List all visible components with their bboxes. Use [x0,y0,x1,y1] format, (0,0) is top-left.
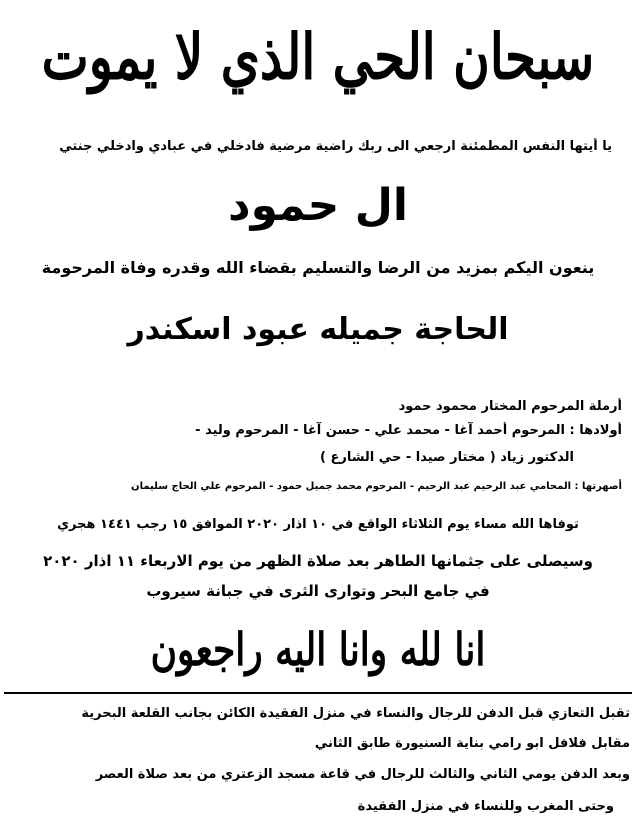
prayer-line: وسيصلى على جثمانها الطاهر بعد صلاة الظهر من يوم الاربعاء ١١ اذار ٢٠٢٠ [43,552,593,570]
death-date-line: توفاها الله مساء يوم الثلاثاء الواقع في ١٠ اذار ٢٠٢٠ الموافق ١٥ رجب ١٤٤١ هجري [57,517,579,532]
section-divider [4,692,632,694]
burial-line: في جامع البحر وتوارى الثرى في جبانة سيروب [146,582,490,600]
condolences-line-1: تقبل التعازي قبل الدفن للرجال والنساء في منزل الفقيدة الكائن بجانب القلعة البحرية [81,706,630,721]
quran-verse: يا أيتها النفس المطمئنة ارجعي الى ربك راضية مرضية فادخلي في عبادي وادخلي جنتي [59,139,612,154]
header-calligraphy-title: سبحان الحي الذي لا يموت [41,19,595,94]
children-line-1: أولادها : المرحوم أحمد آغا - محمد علي - حسن آغا - المرحوم وليد - [195,423,622,438]
condolences-line-2: مقابل فلافل ابو رامي بناية السنيورة طابق الثاني [314,736,630,751]
closing-verse-calligraphy: انا لله وانا اليه راجعون [150,623,486,677]
condolences-line-3: وبعد الدفن يومي الثاني والثالث للرجال في قاعة مسجد الزعتري من بعد صلاة العصر [95,767,630,782]
condolences-line-4: وحتى المغرب وللنساء في منزل الفقيدة [357,799,614,814]
family-name: ال حمود [228,180,408,231]
widow-line: أرملة المرحوم المختار محمود حمود [398,399,622,414]
children-line-2: الدكتور زياد ( مختار صيدا - حي الشارع ) [319,450,574,465]
deceased-name: الحاجة جميله عبود اسكندر [127,312,509,347]
in-laws-line: أصهرتها : المحامي عبد الرحيم عبد الرحيم - المرحوم محمد جميل حمود - المرحوم علي الحاج سليمان [131,481,622,492]
death-announcement: ينعون اليكم بمزيد من الرضا والتسليم بقضاء الله وقدره وفاة المرحومة [41,258,595,277]
